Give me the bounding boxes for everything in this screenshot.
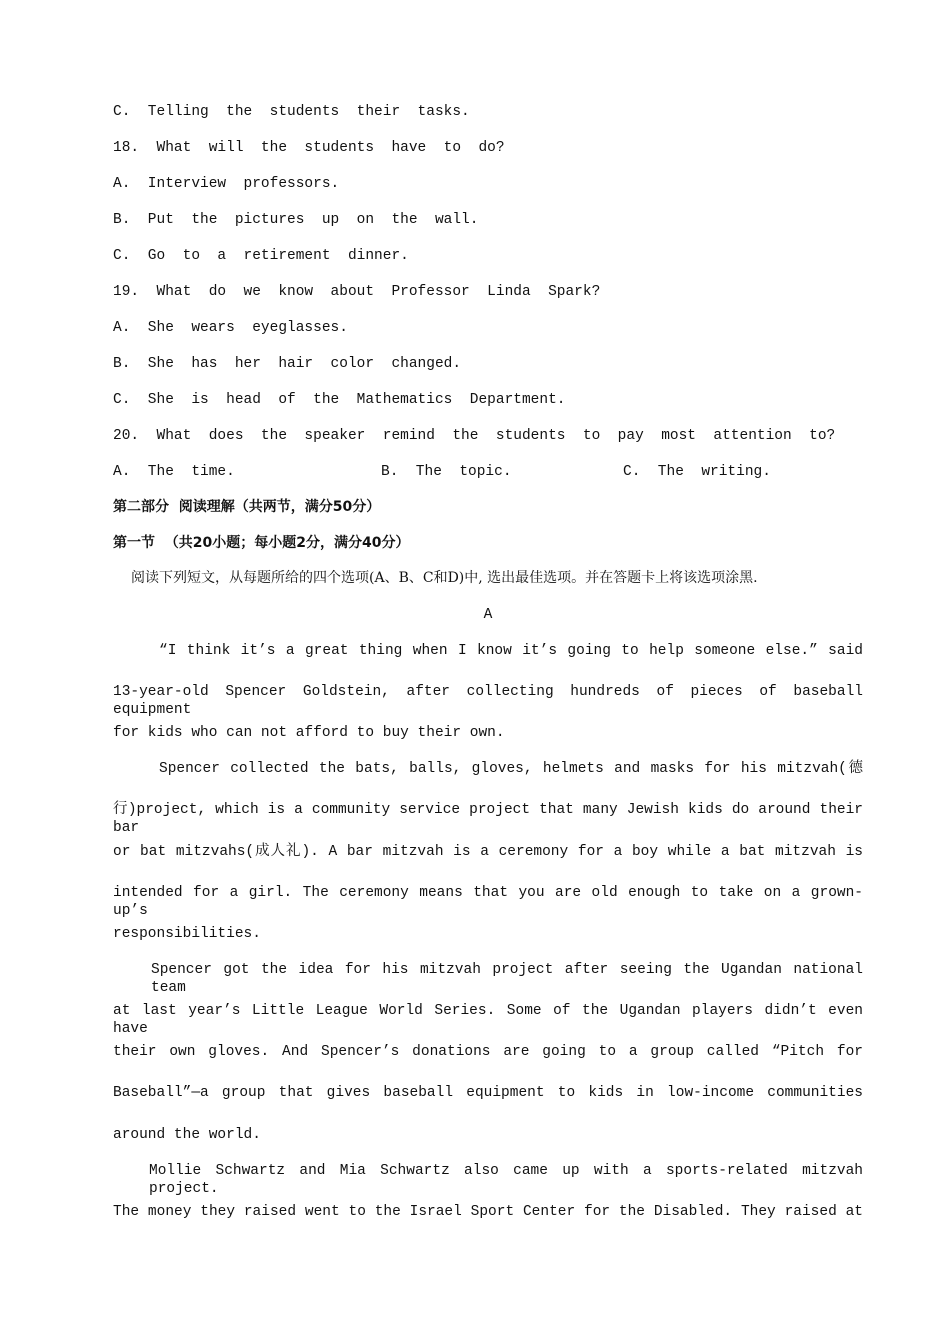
option-18b: B. Put the pictures up on the wall. bbox=[113, 212, 479, 228]
passage-line: or bat mitzvahs(成人礼). A bar mitzvah is a ceremony for a boy while a bat mitzvah is bbox=[113, 844, 863, 860]
option-18c: C. Go to a retirement dinner. bbox=[113, 248, 409, 264]
option-18a: A. Interview professors. bbox=[113, 176, 340, 192]
passage-line: Mollie Schwartz and Mia Schwartz also came up with a sports-related mitzvah project. bbox=[149, 1163, 863, 1197]
passage-line: 13-year-old Spencer Goldstein, after collecting hundreds of pieces of baseball equipment bbox=[113, 684, 863, 718]
question-19: 19. What do we know about Professor Linda Spark? bbox=[113, 284, 601, 300]
option-19c: C. She is head of the Mathematics Department. bbox=[113, 392, 566, 408]
question-18: 18. What will the students have to do? bbox=[113, 140, 505, 156]
passage-line: Spencer got the idea for his mitzvah project after seeing the Ugandan national team bbox=[151, 962, 863, 996]
question-20: 20. What does the speaker remind the students to pay most attention to? bbox=[113, 428, 836, 444]
option-20b: B. The topic. bbox=[381, 464, 512, 480]
passage-line: responsibilities. bbox=[113, 926, 261, 942]
passage-line: intended for a girl. The ceremony means that you are old enough to take on a grown-up’s bbox=[113, 885, 863, 919]
option-20a: A. The time. bbox=[113, 464, 235, 480]
passage-line: The money they raised went to the Israel Sport Center for the Disabled. They raised at bbox=[113, 1204, 863, 1220]
passage-line: at last year’s Little League World Series. Some of the Ugandan players didn’t even have bbox=[113, 1003, 863, 1037]
passage-label: A bbox=[483, 607, 493, 623]
passage-line: for kids who can not afford to buy their own. bbox=[113, 725, 505, 741]
option-19b: B. She has her hair color changed. bbox=[113, 356, 462, 372]
reading-instructions: 阅读下列短文，从每题所给的四个选项(A、B、C和D)中, 选出最佳选项。并在答题卡上将该选项涂黑. bbox=[131, 570, 758, 586]
option-19a: A. She wears eyeglasses. bbox=[113, 320, 348, 336]
option-20c: C. The writing. bbox=[623, 464, 771, 480]
option-17c: C. Telling the students their tasks. bbox=[113, 104, 470, 120]
part2-title: 第二部分 阅读理解（共两节，满分50分） bbox=[113, 499, 381, 515]
passage-line: Baseball”—a group that gives baseball equipment to kids in low-income communities bbox=[113, 1085, 863, 1101]
passage-line: “I think it’s a great thing when I know it’s going to help someone else.” said bbox=[159, 643, 863, 659]
passage-line: Spencer collected the bats, balls, gloves, helmets and masks for his mitzvah(德 bbox=[159, 761, 863, 777]
section1-title: 第一节 （共20小题；每小题2分，满分40分） bbox=[113, 535, 410, 551]
passage-line: 行)project, which is a community service project that many Jewish kids do around their bar bbox=[113, 802, 863, 836]
passage-line: their own gloves. And Spencer’s donations are going to a group called “Pitch for bbox=[113, 1044, 863, 1060]
passage-line: around the world. bbox=[113, 1127, 261, 1143]
